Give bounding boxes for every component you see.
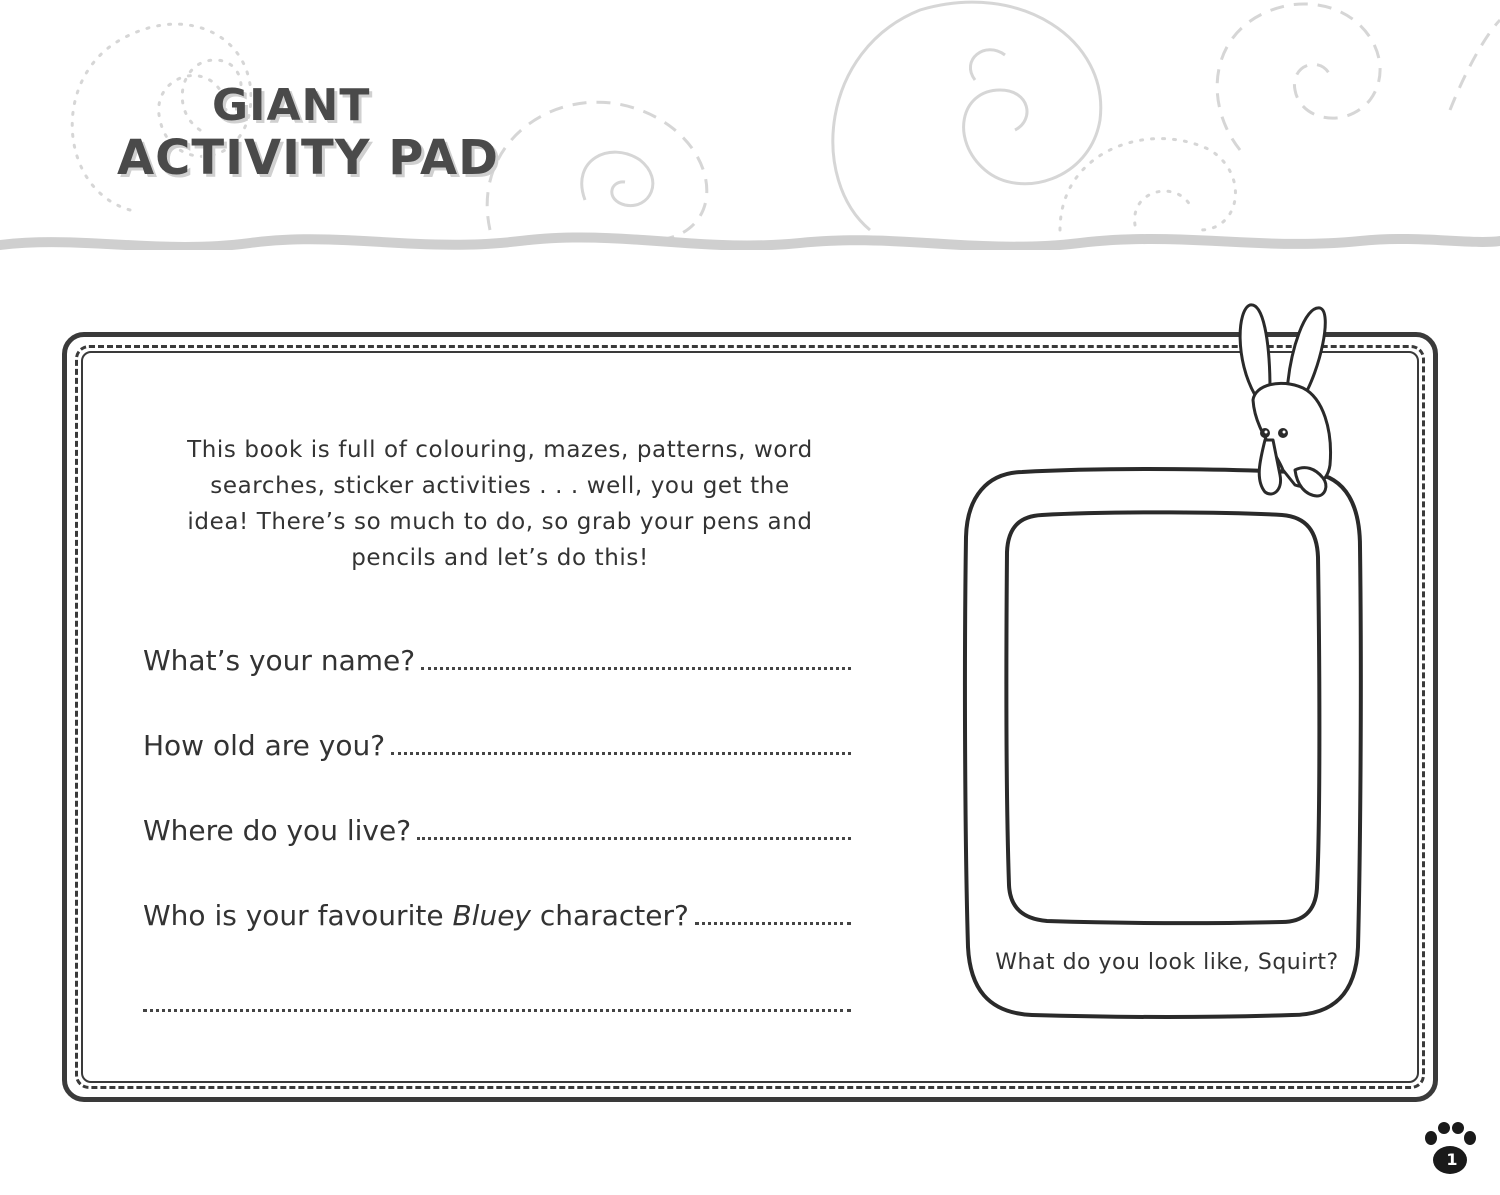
title-activity-pad: ACTIVITY PAD bbox=[117, 130, 499, 186]
favourite-suffix: character? bbox=[530, 899, 689, 932]
title-giant: GIANT bbox=[212, 80, 371, 131]
favourite-character-answer-line[interactable] bbox=[695, 922, 851, 925]
header-banner bbox=[0, 0, 1500, 250]
favourite-character-label bbox=[143, 899, 695, 933]
photo-caption: What do you look like, Squirt? bbox=[995, 950, 1339, 975]
location-answer-line[interactable] bbox=[417, 837, 851, 840]
extra-answer-line[interactable] bbox=[143, 1009, 851, 1012]
page-number: 1 bbox=[1446, 1150, 1458, 1169]
photo-frame[interactable] bbox=[962, 467, 1364, 1019]
age-answer-line[interactable] bbox=[391, 752, 851, 755]
intro-text: This book is full of colouring, mazes, patterns, word searches, sticker activities . . . well, you get the idea! There’s so much to do, so grab your pens and pencils and let’s do this! bbox=[187, 437, 813, 571]
wave-divider bbox=[0, 233, 1500, 250]
favourite-prefix: Who is your favourite bbox=[143, 899, 453, 932]
name-question-label: What’s your name? bbox=[143, 644, 416, 677]
age-question[interactable] bbox=[143, 723, 851, 763]
location-question[interactable] bbox=[143, 808, 851, 848]
name-answer-line[interactable] bbox=[421, 667, 851, 670]
name-question[interactable] bbox=[143, 638, 851, 678]
squirt-character bbox=[1225, 300, 1355, 500]
age-question-label: How old are you? bbox=[143, 729, 386, 762]
extra-answer-row[interactable] bbox=[143, 980, 851, 1020]
favourite-character-question[interactable] bbox=[143, 893, 851, 933]
location-question-label: Where do you live? bbox=[143, 814, 412, 847]
show-name: Bluey bbox=[452, 899, 531, 932]
